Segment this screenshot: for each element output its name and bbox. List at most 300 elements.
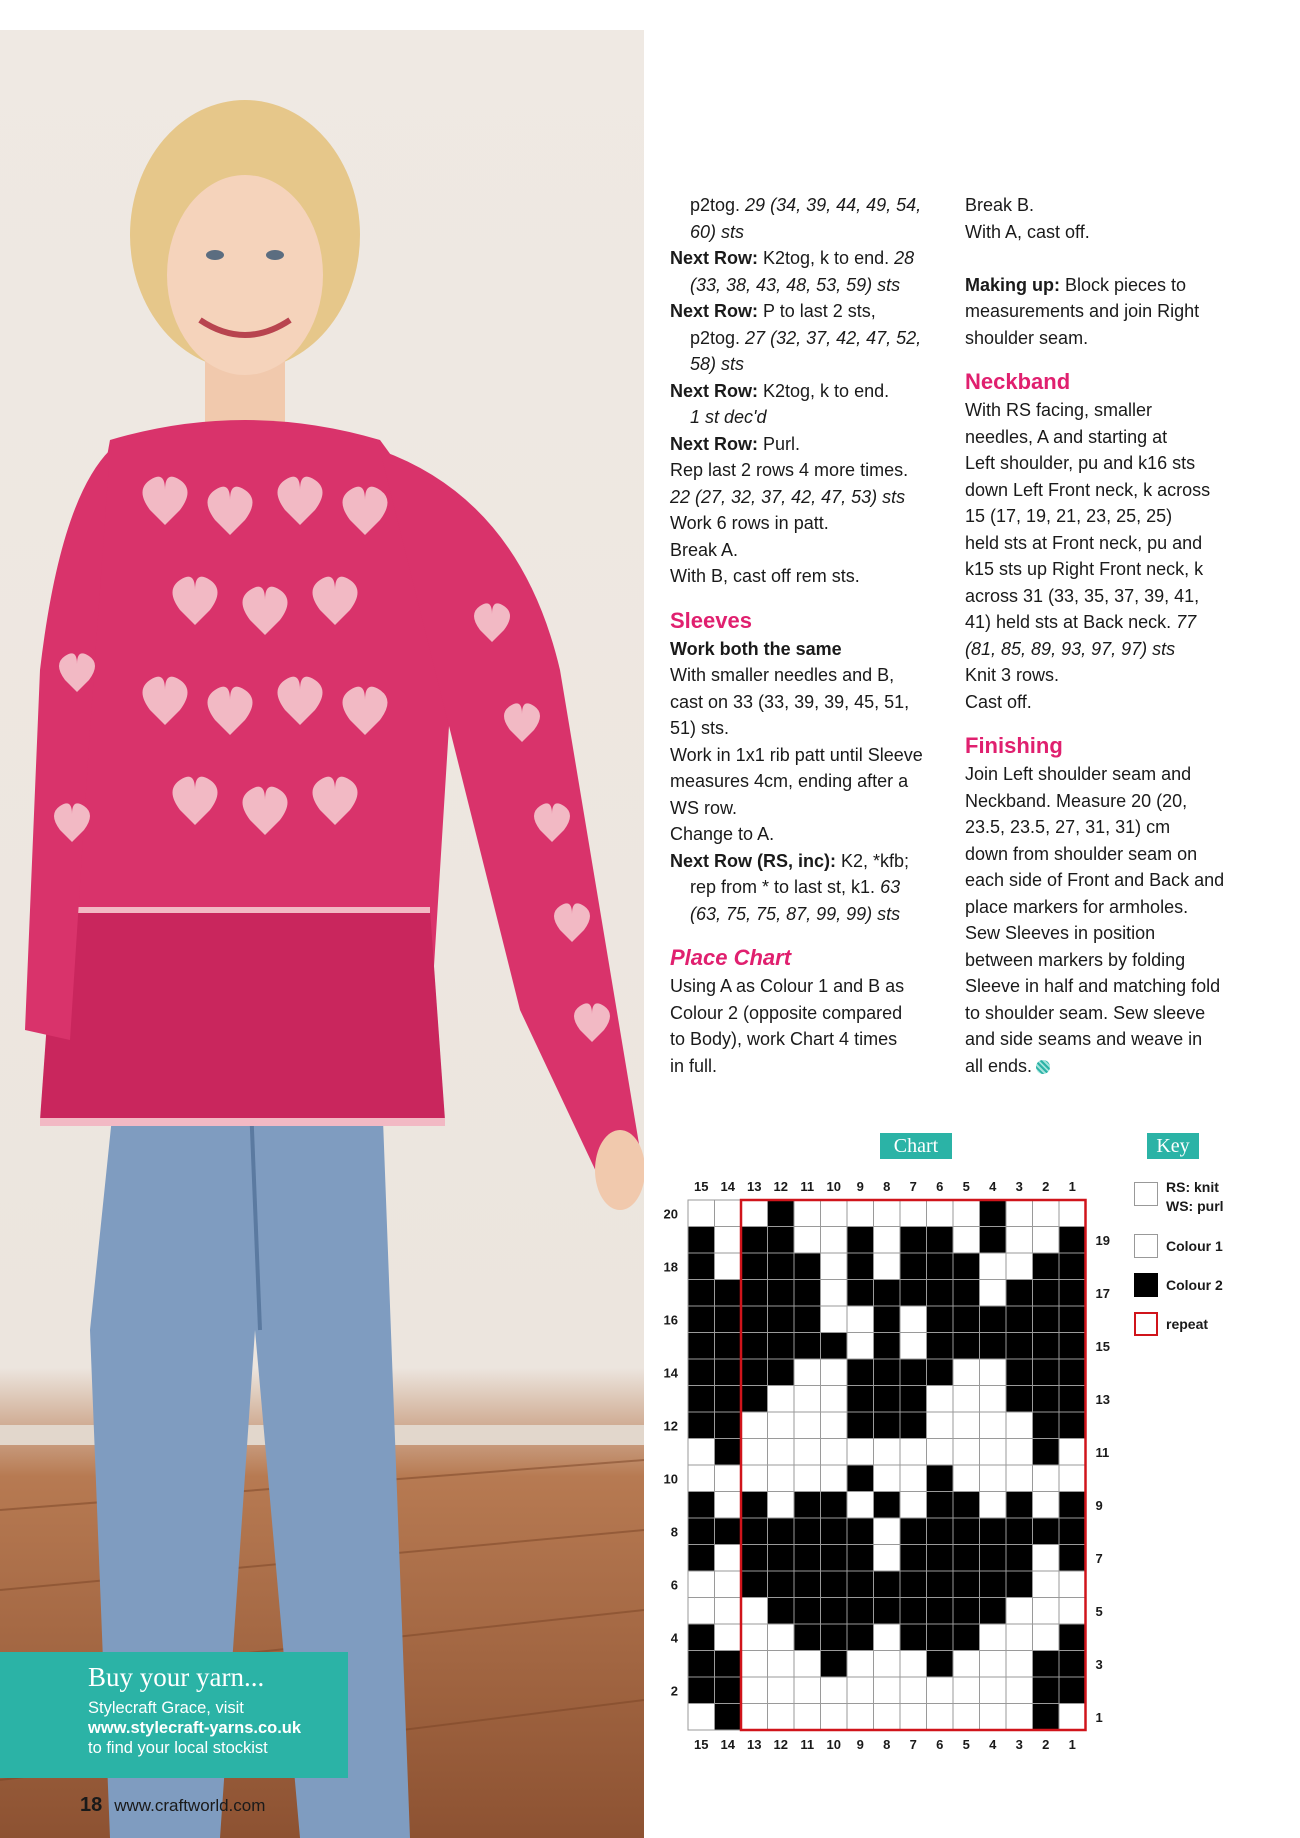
chart-cell bbox=[980, 1704, 1007, 1731]
chart-cell bbox=[847, 1704, 874, 1731]
chart-cell bbox=[980, 1200, 1007, 1227]
chart-cell bbox=[821, 1386, 848, 1413]
chart-cell bbox=[847, 1227, 874, 1254]
chart-cell bbox=[900, 1624, 927, 1651]
chart-cell bbox=[874, 1253, 901, 1280]
chart-cell bbox=[953, 1280, 980, 1307]
page-footer bbox=[80, 1794, 265, 1817]
chart-cell bbox=[688, 1465, 715, 1492]
chart-cell bbox=[927, 1518, 954, 1545]
chart-cell bbox=[1059, 1492, 1086, 1519]
chart-cell bbox=[900, 1200, 927, 1227]
yarn-ball-icon bbox=[1036, 1060, 1050, 1074]
row-label: 10 bbox=[663, 1471, 678, 1487]
column-label: 2 bbox=[1042, 1179, 1050, 1194]
chart-cell bbox=[980, 1598, 1007, 1625]
chart-cell bbox=[847, 1200, 874, 1227]
heading-finishing: Finishing bbox=[965, 733, 1063, 758]
chart-cell bbox=[980, 1518, 1007, 1545]
chart-cell bbox=[741, 1280, 768, 1307]
chart-cell bbox=[927, 1651, 954, 1678]
chart-cell bbox=[847, 1571, 874, 1598]
chart-cell bbox=[900, 1333, 927, 1360]
row-label: 9 bbox=[1095, 1497, 1103, 1513]
chart-cell bbox=[927, 1492, 954, 1519]
heading-place-chart: Place Chart bbox=[670, 945, 792, 970]
chart-cell bbox=[688, 1704, 715, 1731]
chart-cell bbox=[847, 1359, 874, 1386]
chart-cell bbox=[741, 1253, 768, 1280]
column-label: 1 bbox=[1068, 1737, 1076, 1750]
chart-cell bbox=[821, 1465, 848, 1492]
chart-cell bbox=[980, 1253, 1007, 1280]
chart-cell bbox=[847, 1412, 874, 1439]
chart-cell bbox=[688, 1518, 715, 1545]
chart-cell bbox=[821, 1492, 848, 1519]
chart-cell bbox=[874, 1280, 901, 1307]
chart-cell bbox=[1033, 1386, 1060, 1413]
chart-cell bbox=[688, 1492, 715, 1519]
chart-cell bbox=[794, 1439, 821, 1466]
chart-cell bbox=[874, 1545, 901, 1572]
chart-cell bbox=[741, 1439, 768, 1466]
chart-cell bbox=[1059, 1253, 1086, 1280]
column-label: 4 bbox=[989, 1737, 997, 1750]
buy-yarn-box bbox=[0, 1652, 348, 1778]
chart-cell bbox=[953, 1386, 980, 1413]
chart-cell bbox=[953, 1465, 980, 1492]
column-label: 13 bbox=[747, 1179, 762, 1194]
row-label: 7 bbox=[1095, 1550, 1103, 1566]
chart-cell bbox=[1006, 1386, 1033, 1413]
chart-cell bbox=[927, 1571, 954, 1598]
chart-cell bbox=[794, 1386, 821, 1413]
chart-cell bbox=[715, 1227, 742, 1254]
chart-cell bbox=[741, 1704, 768, 1731]
key-label: WS: purl bbox=[1166, 1198, 1224, 1214]
chart-cell bbox=[980, 1333, 1007, 1360]
chart-cell bbox=[1033, 1200, 1060, 1227]
chart-cell bbox=[794, 1545, 821, 1572]
chart-cell bbox=[715, 1704, 742, 1731]
chart-cell bbox=[1033, 1492, 1060, 1519]
row-label: 6 bbox=[670, 1577, 678, 1593]
chart-cell bbox=[821, 1253, 848, 1280]
row-label: 1 bbox=[1095, 1709, 1103, 1725]
chart-cell bbox=[980, 1412, 1007, 1439]
chart-cell bbox=[768, 1624, 795, 1651]
chart-cell bbox=[768, 1253, 795, 1280]
column-label: 13 bbox=[747, 1737, 762, 1750]
chart-cell bbox=[821, 1704, 848, 1731]
chart-cell bbox=[874, 1571, 901, 1598]
chart-cell bbox=[900, 1359, 927, 1386]
chart-cell bbox=[1059, 1386, 1086, 1413]
chart-cell bbox=[847, 1598, 874, 1625]
row-label: 15 bbox=[1095, 1338, 1110, 1354]
chart-cell bbox=[847, 1545, 874, 1572]
chart-cell bbox=[1006, 1465, 1033, 1492]
chart-cell bbox=[1006, 1359, 1033, 1386]
chart-cell bbox=[794, 1280, 821, 1307]
chart-cell bbox=[794, 1704, 821, 1731]
chart-cell bbox=[715, 1518, 742, 1545]
chart-cell bbox=[768, 1200, 795, 1227]
chart-cell bbox=[688, 1359, 715, 1386]
chart-cell bbox=[980, 1571, 1007, 1598]
chart-cell bbox=[821, 1518, 848, 1545]
chart-cell bbox=[953, 1333, 980, 1360]
column-label: 1 bbox=[1068, 1179, 1076, 1194]
chart-cell bbox=[1006, 1598, 1033, 1625]
chart-cell bbox=[1006, 1624, 1033, 1651]
row-label: 8 bbox=[670, 1524, 678, 1540]
chart-cell bbox=[768, 1412, 795, 1439]
chart-cell bbox=[1033, 1333, 1060, 1360]
chart-cell bbox=[715, 1333, 742, 1360]
chart-cell bbox=[1059, 1227, 1086, 1254]
chart-cell bbox=[1006, 1412, 1033, 1439]
chart-cell bbox=[821, 1624, 848, 1651]
chart-cell bbox=[688, 1677, 715, 1704]
pattern-column-1: p2tog. 29 (34, 39, 44, 49, 54, 60) sts Next Row: K2tog, k to end. 28 (33, 38, 43, 48, 53, 59) sts Next Row: P to last 2 sts, p2tog. 27 (32, 37, 42, 47, 52, 58) sts Next Row: K2tog, k to end. 1 st dec'd Next Row: Purl. Rep last 2 rows 4 more times. 22 (27, 32, 37, 42, 47, 53) sts Work 6 rows in patt. Break A. With B, cast off rem sts. Sleeves Work both the same With smaller needles and B, cast on 33 (33, 39, 39, 45, 51, 51) sts. Work in 1x1 rib patt until Sleeve measures 4cm, ending after a WS row. Change to A. Next Row (RS, inc): K2, *kfb; rep from * to last st, k1. 63 (63, 75, 75, 87, 99, 99) sts Place Chart Using A as Colour 1 and B as Colour 2 (opposite compared to Body), work Chart 4 times in full. bbox=[670, 192, 950, 1079]
column-label: 11 bbox=[800, 1737, 815, 1750]
chart-cell bbox=[821, 1677, 848, 1704]
chart-cell bbox=[768, 1227, 795, 1254]
chart-cell bbox=[900, 1704, 927, 1731]
chart-cell bbox=[1033, 1677, 1060, 1704]
chart-cell bbox=[794, 1253, 821, 1280]
chart-cell bbox=[874, 1306, 901, 1333]
footer-url[interactable]: www.craftworld.com bbox=[114, 1796, 266, 1815]
chart-cell bbox=[847, 1253, 874, 1280]
chart-cell bbox=[900, 1598, 927, 1625]
chart-cell bbox=[688, 1545, 715, 1572]
chart-cell bbox=[794, 1624, 821, 1651]
column-label: 12 bbox=[773, 1179, 788, 1194]
chart-cell bbox=[874, 1333, 901, 1360]
chart-cell bbox=[980, 1677, 1007, 1704]
model-illustration bbox=[0, 30, 644, 1838]
chart-cell bbox=[927, 1439, 954, 1466]
row-label: 3 bbox=[1095, 1656, 1103, 1672]
chart-cell bbox=[927, 1545, 954, 1572]
chart-cell bbox=[794, 1492, 821, 1519]
chart-cell bbox=[1059, 1306, 1086, 1333]
chart-cell bbox=[874, 1704, 901, 1731]
chart-cell bbox=[821, 1412, 848, 1439]
chart-cell bbox=[1033, 1624, 1060, 1651]
chart-cell bbox=[1059, 1333, 1086, 1360]
column-label: 6 bbox=[936, 1737, 944, 1750]
chart-cell bbox=[980, 1545, 1007, 1572]
chart-cell bbox=[847, 1624, 874, 1651]
chart-cell bbox=[927, 1465, 954, 1492]
key-label: repeat bbox=[1166, 1316, 1209, 1332]
chart-cell bbox=[741, 1359, 768, 1386]
column-label: 6 bbox=[936, 1179, 944, 1194]
chart-cell bbox=[1006, 1280, 1033, 1307]
chart-cell bbox=[980, 1465, 1007, 1492]
chart-cell bbox=[874, 1439, 901, 1466]
chart-cell bbox=[953, 1704, 980, 1731]
chart-cell bbox=[1006, 1306, 1033, 1333]
chart-cell bbox=[953, 1677, 980, 1704]
chart-cell bbox=[900, 1545, 927, 1572]
chart-cell bbox=[768, 1518, 795, 1545]
chart-cell bbox=[980, 1280, 1007, 1307]
promo-title: Buy your yarn... bbox=[88, 1662, 265, 1692]
chart-cell bbox=[847, 1651, 874, 1678]
chart-cell bbox=[847, 1465, 874, 1492]
chart-cell bbox=[953, 1492, 980, 1519]
chart-cell bbox=[900, 1571, 927, 1598]
row-label: 11 bbox=[1095, 1444, 1110, 1460]
chart-cell bbox=[821, 1571, 848, 1598]
chart-cell bbox=[927, 1306, 954, 1333]
chart-cell bbox=[741, 1518, 768, 1545]
chart-cell bbox=[1006, 1333, 1033, 1360]
chart-cell bbox=[821, 1651, 848, 1678]
chart-cell bbox=[768, 1704, 795, 1731]
chart-cell bbox=[1059, 1439, 1086, 1466]
chart-cell bbox=[794, 1651, 821, 1678]
chart-cell bbox=[980, 1386, 1007, 1413]
chart-cell bbox=[821, 1227, 848, 1254]
chart-cell bbox=[1059, 1677, 1086, 1704]
chart-cell bbox=[794, 1598, 821, 1625]
chart-cell bbox=[927, 1200, 954, 1227]
chart-cell bbox=[847, 1492, 874, 1519]
chart-cell bbox=[927, 1598, 954, 1625]
chart-cell bbox=[927, 1704, 954, 1731]
chart-cell bbox=[874, 1412, 901, 1439]
chart-cell bbox=[741, 1651, 768, 1678]
chart-cell bbox=[900, 1677, 927, 1704]
chart-cell bbox=[768, 1571, 795, 1598]
chart-cell bbox=[900, 1439, 927, 1466]
chart-cell bbox=[900, 1306, 927, 1333]
chart-cell bbox=[741, 1200, 768, 1227]
chart-cell bbox=[927, 1624, 954, 1651]
chart-cell bbox=[1006, 1518, 1033, 1545]
row-label: 5 bbox=[1095, 1603, 1103, 1619]
heading-sleeves: Sleeves bbox=[670, 607, 752, 633]
chart-cell bbox=[741, 1624, 768, 1651]
model-photo bbox=[0, 30, 644, 1838]
chart-cell bbox=[847, 1386, 874, 1413]
row-label: 13 bbox=[1095, 1391, 1110, 1407]
chart-cell bbox=[794, 1333, 821, 1360]
chart-cell bbox=[1006, 1439, 1033, 1466]
chart-cell bbox=[847, 1518, 874, 1545]
chart-cell bbox=[794, 1412, 821, 1439]
chart-cell bbox=[715, 1386, 742, 1413]
chart-cell bbox=[927, 1359, 954, 1386]
row-label: 16 bbox=[663, 1312, 678, 1328]
chart-cell bbox=[794, 1571, 821, 1598]
chart-cell bbox=[741, 1306, 768, 1333]
chart-cell bbox=[688, 1227, 715, 1254]
chart-cell bbox=[741, 1492, 768, 1519]
chart-cell bbox=[847, 1677, 874, 1704]
chart-cell bbox=[953, 1598, 980, 1625]
chart-cell bbox=[953, 1359, 980, 1386]
chart-cell bbox=[715, 1306, 742, 1333]
chart-cell bbox=[715, 1280, 742, 1307]
page-number: 18 bbox=[80, 1794, 103, 1816]
chart-cell bbox=[1033, 1571, 1060, 1598]
chart-cell bbox=[1059, 1359, 1086, 1386]
chart-cell bbox=[980, 1624, 1007, 1651]
chart-cell bbox=[1006, 1651, 1033, 1678]
chart-cell bbox=[688, 1412, 715, 1439]
chart-cell bbox=[1033, 1253, 1060, 1280]
chart-cell bbox=[715, 1439, 742, 1466]
chart-cell bbox=[768, 1651, 795, 1678]
row-label: 20 bbox=[663, 1206, 678, 1222]
chart-cell bbox=[1033, 1651, 1060, 1678]
chart-cell bbox=[874, 1598, 901, 1625]
chart-cell bbox=[715, 1571, 742, 1598]
chart-cell bbox=[1059, 1704, 1086, 1731]
chart-cell bbox=[900, 1227, 927, 1254]
chart-cell bbox=[1006, 1200, 1033, 1227]
chart-cell bbox=[980, 1651, 1007, 1678]
column-label: 3 bbox=[1015, 1179, 1023, 1194]
chart-cell bbox=[1033, 1359, 1060, 1386]
chart-cell bbox=[794, 1465, 821, 1492]
chart-cell bbox=[741, 1227, 768, 1254]
row-label: 18 bbox=[663, 1259, 678, 1275]
chart-cell bbox=[688, 1598, 715, 1625]
column-label: 2 bbox=[1042, 1737, 1050, 1750]
chart-cell bbox=[794, 1518, 821, 1545]
chart-cell bbox=[741, 1333, 768, 1360]
chart-cell bbox=[1059, 1200, 1086, 1227]
row-label: 2 bbox=[670, 1683, 678, 1699]
chart-cell bbox=[1033, 1439, 1060, 1466]
chart-cell bbox=[900, 1492, 927, 1519]
column-label: 5 bbox=[962, 1737, 970, 1750]
chart-cell bbox=[953, 1571, 980, 1598]
chart-cell bbox=[821, 1280, 848, 1307]
row-label: 17 bbox=[1095, 1285, 1110, 1301]
chart-cell bbox=[847, 1306, 874, 1333]
chart-cell bbox=[715, 1624, 742, 1651]
chart-cell bbox=[768, 1598, 795, 1625]
chart-cell bbox=[741, 1677, 768, 1704]
chart-cell bbox=[688, 1200, 715, 1227]
chart-cell bbox=[715, 1677, 742, 1704]
chart-cell bbox=[953, 1306, 980, 1333]
chart-cell bbox=[715, 1465, 742, 1492]
chart-cell bbox=[927, 1227, 954, 1254]
chart-cell bbox=[1006, 1227, 1033, 1254]
key-label: RS: knit bbox=[1166, 1179, 1219, 1195]
chart-cell bbox=[688, 1280, 715, 1307]
chart-cell bbox=[874, 1386, 901, 1413]
chart-cell bbox=[794, 1677, 821, 1704]
chart-cell bbox=[715, 1598, 742, 1625]
chart-cell bbox=[980, 1359, 1007, 1386]
chart-cell bbox=[715, 1545, 742, 1572]
key-label: Colour 2 bbox=[1166, 1277, 1223, 1293]
chart-cell bbox=[1033, 1598, 1060, 1625]
column-label: 4 bbox=[989, 1179, 997, 1194]
chart-cell bbox=[953, 1253, 980, 1280]
chart-cell bbox=[821, 1200, 848, 1227]
chart-cell bbox=[688, 1333, 715, 1360]
pattern-column-2: Break B. With A, cast off. Making up: Block pieces to measurements and join Right shoulder seam. Neckband With RS facing, smaller needles, A and starting at Left shoulder, pu and k16 sts down Left Front neck, k across 15 (17, 19, 21, 23, 25, 25) held sts at Front neck, pu and k15 sts up Right Front neck, k across 31 (33, 35, 37, 39, 41, 41) held sts at Back neck. 77 (81, 85, 89, 93, 97, 97) sts Knit 3 rows. Cast off. Finishing Join Left shoulder seam and Neckband. Measure 20 (20, 23.5, 23.5, 27, 31, 31) cm down from shoulder seam on each side of Front and Back and place markers for armholes. Sew Sleeves in position between markers by folding Sleeve in half and matching fold to shoulder seam. Sew sleeve and side seams and weave in all ends. bbox=[965, 192, 1240, 1079]
chart-cell bbox=[794, 1227, 821, 1254]
chart-cell bbox=[741, 1598, 768, 1625]
column-label: 8 bbox=[883, 1179, 891, 1194]
chart-cell bbox=[927, 1386, 954, 1413]
column-label: 12 bbox=[773, 1737, 788, 1750]
chart-cell bbox=[768, 1677, 795, 1704]
chart-cell bbox=[1006, 1677, 1033, 1704]
chart-cell bbox=[821, 1439, 848, 1466]
chart-cell bbox=[794, 1359, 821, 1386]
chart-cell bbox=[980, 1439, 1007, 1466]
chart-cell bbox=[715, 1651, 742, 1678]
key-swatch bbox=[1134, 1182, 1158, 1206]
column-label: 7 bbox=[909, 1179, 917, 1194]
chart-cell bbox=[874, 1651, 901, 1678]
chart-cell bbox=[874, 1518, 901, 1545]
chart-cell bbox=[927, 1280, 954, 1307]
chart-cell bbox=[1033, 1545, 1060, 1572]
chart-cell bbox=[821, 1306, 848, 1333]
chart-cell bbox=[953, 1651, 980, 1678]
chart-cell bbox=[768, 1545, 795, 1572]
chart-cell bbox=[927, 1253, 954, 1280]
chart-cell bbox=[768, 1386, 795, 1413]
column-label: 14 bbox=[720, 1737, 735, 1750]
chart-tag: Chart bbox=[880, 1133, 952, 1159]
promo-link[interactable]: www.stylecraft-yarns.co.uk bbox=[88, 1719, 302, 1737]
chart-cell bbox=[847, 1439, 874, 1466]
chart-cell bbox=[1033, 1518, 1060, 1545]
chart-cell bbox=[900, 1386, 927, 1413]
chart-cell bbox=[1006, 1545, 1033, 1572]
chart-cell bbox=[1059, 1545, 1086, 1572]
chart-cell bbox=[1059, 1571, 1086, 1598]
chart-cell bbox=[1033, 1465, 1060, 1492]
chart-cell bbox=[1033, 1412, 1060, 1439]
chart-cell bbox=[715, 1412, 742, 1439]
chart-cell bbox=[688, 1651, 715, 1678]
row-label: 19 bbox=[1095, 1232, 1110, 1248]
chart-cell bbox=[900, 1518, 927, 1545]
chart-cell bbox=[768, 1306, 795, 1333]
chart-cell bbox=[715, 1253, 742, 1280]
chart-cell bbox=[741, 1386, 768, 1413]
column-label: 3 bbox=[1015, 1737, 1023, 1750]
chart-cell bbox=[900, 1280, 927, 1307]
chart-cell bbox=[768, 1280, 795, 1307]
chart-cell bbox=[688, 1624, 715, 1651]
key-tag: Key bbox=[1147, 1133, 1199, 1159]
chart-cell bbox=[688, 1386, 715, 1413]
chart-cell bbox=[768, 1465, 795, 1492]
chart-cell bbox=[900, 1412, 927, 1439]
chart-cell bbox=[953, 1624, 980, 1651]
chart-cell bbox=[874, 1492, 901, 1519]
chart-cell bbox=[900, 1651, 927, 1678]
chart-cell bbox=[794, 1200, 821, 1227]
